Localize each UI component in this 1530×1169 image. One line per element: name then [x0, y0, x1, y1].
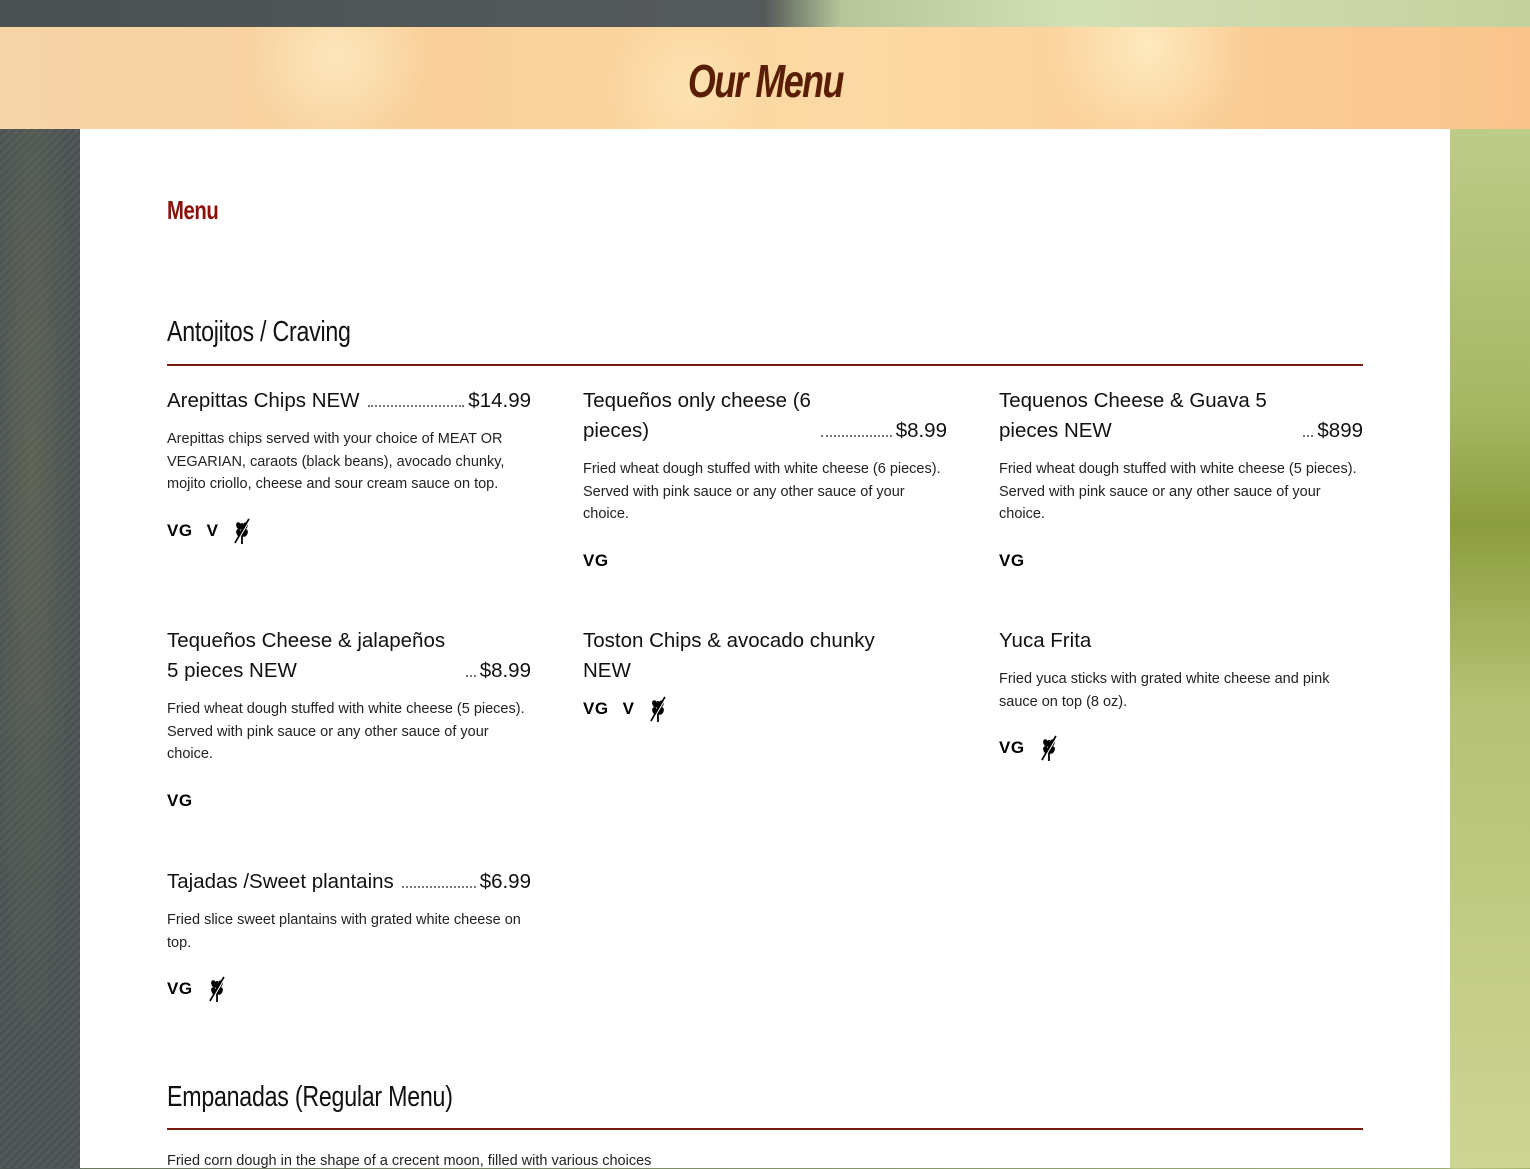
menu-item-arepittas-chips: [167, 386, 531, 546]
dot-leader: [368, 405, 465, 407]
diet-tags: [999, 733, 1363, 763]
diet-tags: [583, 694, 947, 724]
vegetarian-tag: VG: [999, 550, 1025, 570]
diet-tags: [583, 546, 947, 576]
diet-tags: [167, 786, 531, 816]
item-price: $6.99: [479, 870, 531, 893]
vegetarian-tag: VG: [167, 790, 193, 810]
item-name: Toston Chips & avocado chunky NEW: [583, 629, 875, 682]
vegetarian-tag: VG: [583, 699, 609, 718]
section-title-antojitos: Antojitos / Craving: [167, 316, 351, 348]
menu-panel: [80, 129, 1450, 1168]
dot-leader: [402, 886, 476, 888]
wheat-crossed-icon: [207, 975, 227, 1003]
vegan-tag: V: [206, 520, 219, 540]
item-name: Tequeños Cheese & jalapeños 5 pieces NEW: [167, 629, 446, 682]
hero-banner: [0, 27, 1530, 129]
menu-item-tequenos-jalapenos: [167, 626, 531, 816]
item-description: Fried wheat dough stuffed with white cheese (5 pieces). Served with pink sauce or any other sauce of your choice.: [999, 461, 1357, 522]
page-title: Our Menu: [687, 55, 843, 107]
dot-leader: [1303, 435, 1313, 437]
section-title-empanadas: Empanadas (Regular Menu): [167, 1081, 453, 1113]
menu-item-toston-chips: [583, 626, 947, 724]
item-description: Fried slice sweet plantains with grated white cheese on top.: [167, 912, 521, 951]
section-divider: [167, 1128, 1363, 1130]
item-name: Tequenos Cheese & Guava 5 pieces NEW: [999, 389, 1267, 442]
diet-tags: [999, 546, 1363, 576]
background-left: [0, 0, 80, 1168]
vegan-tag: V: [622, 699, 635, 718]
wheat-crossed-icon: [1039, 734, 1059, 762]
diet-tags: [167, 516, 531, 546]
diet-tags: [167, 974, 531, 1004]
item-description: Fried wheat dough stuffed with white cheese (6 pieces). Served with pink sauce or any other sauce of your choice.: [583, 461, 941, 522]
vegetarian-tag: VG: [167, 520, 193, 540]
item-name: Yuca Frita: [999, 629, 1092, 652]
menu-item-tequenos-guava: [999, 386, 1363, 576]
top-strip: [0, 0, 1530, 27]
menu-item-tequenos-only-cheese: [583, 386, 947, 576]
item-price: $8.99: [479, 659, 531, 682]
item-name: Arepittas Chips NEW: [167, 389, 360, 412]
item-price: $14.99: [468, 389, 531, 412]
section-description: Fried corn dough in the shape of a crecent moon, filled with various choices: [167, 1153, 652, 1169]
menu-label: Menu: [167, 195, 219, 225]
section-divider: [167, 364, 1363, 366]
item-description: Fried yuca sticks with grated white cheese and pink sauce on top (8 oz).: [999, 671, 1330, 710]
item-name: Tequeños only cheese (6 pieces): [583, 389, 811, 442]
item-price: $8.99: [895, 419, 947, 442]
menu-item-yuca-frita: [999, 626, 1363, 763]
item-description: Arepittas chips served with your choice of MEAT OR VEGARIAN, caraots (black beans), avocado chunky, mojito criollo, cheese and sour cream sauce on top.: [167, 431, 505, 492]
vegetarian-tag: VG: [999, 738, 1025, 757]
wheat-crossed-icon: [232, 517, 252, 545]
item-name: Tajadas /Sweet plantains: [167, 870, 394, 893]
wheat-crossed-icon: [648, 695, 668, 723]
vegetarian-tag: VG: [583, 550, 609, 570]
dot-leader: [466, 675, 476, 677]
dot-leader: [821, 435, 892, 437]
background-right: [1450, 0, 1530, 1168]
vegetarian-tag: VG: [167, 979, 193, 998]
menu-item-tajadas: [167, 867, 531, 1004]
item-price: $899: [1317, 419, 1363, 442]
item-description: Fried wheat dough stuffed with white cheese (5 pieces). Served with pink sauce or any other sauce of your choice.: [167, 701, 525, 762]
